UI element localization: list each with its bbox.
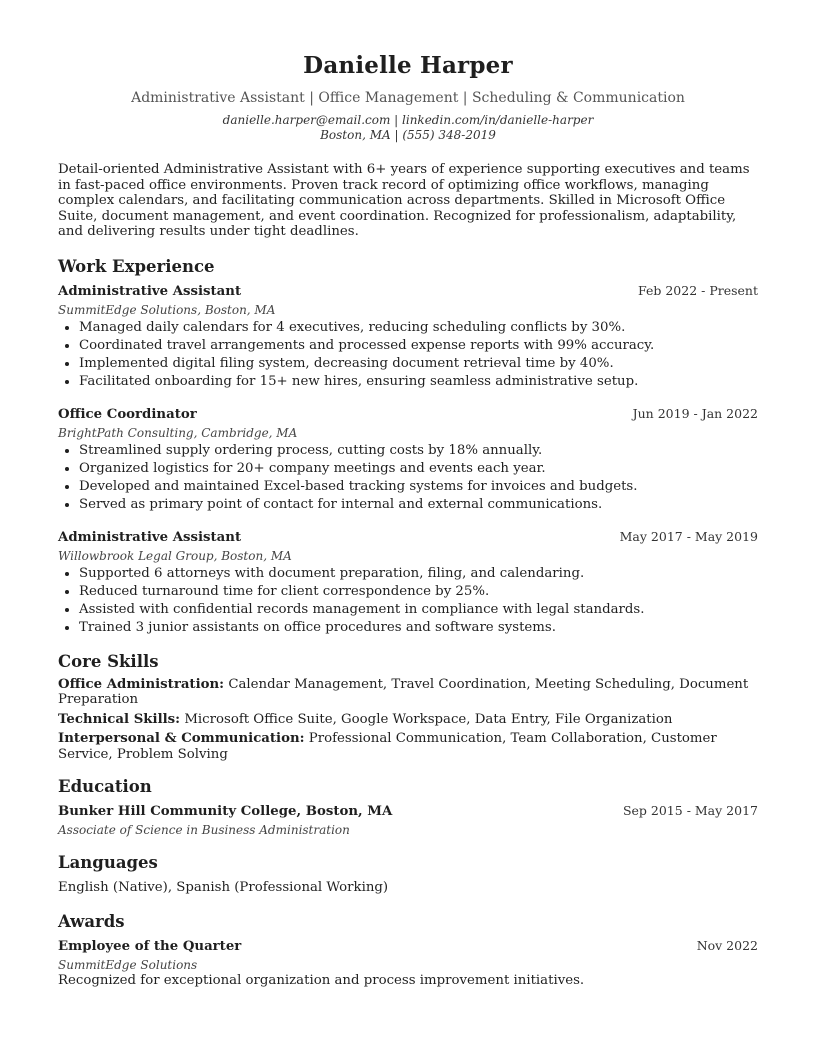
job-bullet: • Developed and maintained Excel-based tracking systems for invoices and budgets.	[79, 478, 758, 496]
skill-label: Office Administration:	[58, 676, 225, 692]
core-skills-section	[58, 651, 758, 763]
job-bullet: • Streamlined supply ordering process, cutting costs by 18% annually.	[79, 442, 758, 460]
job-title: Administrative Assistant	[58, 529, 242, 545]
education-section	[58, 776, 758, 838]
job-bullet: • Coordinated travel arrangements and processed expense reports with 99% accuracy.	[79, 337, 758, 355]
job-company: BrightPath Consulting, Cambridge, MA	[58, 425, 298, 440]
languages-section	[58, 852, 758, 897]
skill-line	[58, 731, 758, 762]
job-company: SummitEdge Solutions, Boston, MA	[58, 302, 276, 317]
job-bullet: • Implemented digital filing system, decreasing document retrieval time by 40%.	[79, 355, 758, 373]
job-company: Willowbrook Legal Group, Boston, MA	[58, 548, 292, 563]
section-title-languages: Languages	[58, 853, 158, 873]
job-bullet: • Trained 3 junior assistants on office procedures and software systems.	[79, 619, 758, 637]
job-bullets	[58, 565, 758, 637]
award-organization: SummitEdge Solutions	[58, 958, 198, 973]
skill-value: Calendar Management, Travel Coordination, Meeting Scheduling, Document Preparation	[58, 676, 749, 708]
work-experience-section	[58, 256, 758, 637]
job-dates: Feb 2022 - Present	[637, 282, 758, 298]
award-entry	[58, 937, 758, 988]
skill-label: Interpersonal & Communication:	[58, 731, 305, 747]
headline: Administrative Assistant | Office Management | Scheduling & Communication	[131, 90, 685, 106]
awards-section	[58, 911, 758, 988]
award-description: Recognized for exceptional organization and process improvement initiatives.	[58, 973, 585, 989]
award-date: Nov 2022	[696, 938, 758, 954]
candidate-name: Danielle Harper	[303, 52, 513, 79]
skill-value: Microsoft Office Suite, Google Workspace, Data Entry, File Organization	[184, 711, 673, 727]
school-name: Bunker Hill Community College, Boston, MA	[58, 804, 393, 820]
award-name: Employee of the Quarter	[58, 939, 242, 955]
job-dates: May 2017 - May 2019	[619, 528, 758, 544]
skill-label: Technical Skills:	[58, 711, 181, 727]
contact-line-email-linkedin: danielle.harper@email.com | linkedin.com/in/danielle-harper	[222, 113, 594, 127]
section-title-awards: Awards	[58, 912, 125, 932]
job-title: Office Coordinator	[58, 406, 197, 422]
contact-line-location-phone: Boston, MA | (555) 348-2019	[320, 128, 496, 142]
education-dates: Sep 2015 - May 2017	[622, 803, 758, 819]
skill-line	[58, 712, 758, 728]
job-entry	[58, 282, 758, 391]
job-entry	[58, 528, 758, 637]
job-bullet: • Served as primary point of contact for internal and external communications.	[79, 496, 758, 514]
job-entry	[58, 405, 758, 514]
languages-text: English (Native), Spanish (Professional Working)	[58, 880, 389, 896]
skill-value: Professional Communication, Team Collaboration, Customer Service, Problem Solving	[58, 731, 717, 762]
degree: Associate of Science in Business Administration	[58, 823, 350, 838]
section-title-education: Education	[58, 777, 152, 797]
job-bullet: • Supported 6 attorneys with document preparation, filing, and calendaring.	[79, 565, 758, 583]
job-bullet: • Assisted with confidential records management in compliance with legal standards.	[79, 601, 758, 619]
job-bullet: • Managed daily calendars for 4 executives, reducing scheduling conflicts by 30%.	[79, 319, 758, 337]
job-bullet: • Reduced turnaround time for client correspondence by 25%.	[79, 583, 758, 601]
job-dates: Jun 2019 - Jan 2022	[632, 405, 758, 421]
job-bullets	[58, 319, 758, 391]
job-bullet: • Organized logistics for 20+ company meetings and events each year.	[79, 460, 758, 478]
job-bullets	[58, 442, 758, 514]
section-title-work: Work Experience	[58, 256, 215, 276]
job-bullet: • Facilitated onboarding for 15+ new hires, ensuring seamless administrative setup.	[79, 373, 758, 391]
section-title-skills: Core Skills	[58, 651, 159, 671]
education-entry	[58, 802, 758, 838]
job-title: Administrative Assistant	[58, 283, 242, 299]
skill-line	[58, 677, 758, 708]
resume-header	[58, 0, 758, 143]
professional-summary: Detail-oriented Administrative Assistant with 6+ years of experience supporting executives and teams in fast-paced office environments. Proven track record of optimizing office workflows, managing complex calendars, and facilitating communication across departments. Skilled in Microsoft Office Suite, document management, and event coordination. Recognized for professionalism, adaptability, and delivering results under tight deadlines.	[58, 162, 750, 240]
